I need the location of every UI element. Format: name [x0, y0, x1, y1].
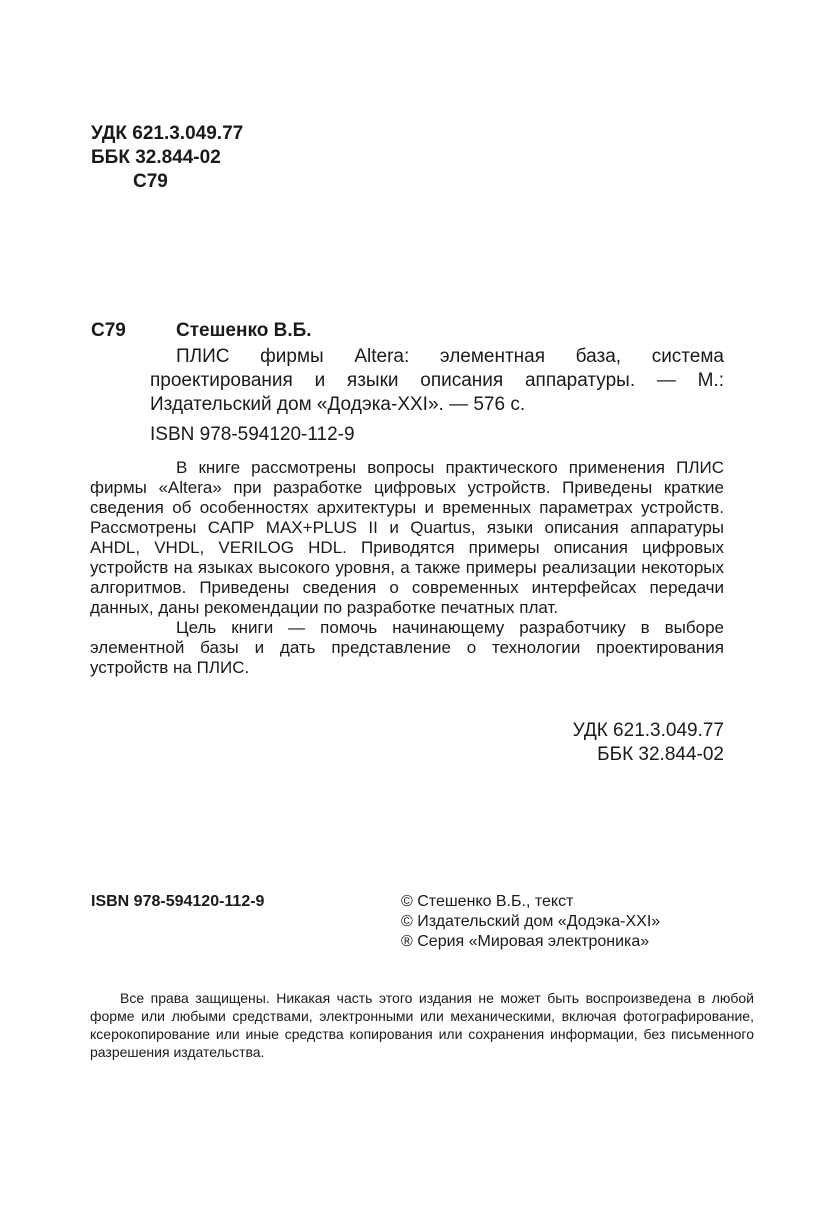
entry-author: Стешенко В.Б.	[176, 320, 312, 341]
author-mark: С79	[133, 171, 168, 192]
annotation-paragraph-1: В книге рассмотрены вопросы практического применения ПЛИС фирмы «Altera» при разработке цифровых устройств. Приведены краткие сведения об особенностях архитектуры и временных параметрах устройств. Рассмотрены САПР MAX+PLUS II и Quartus, языки описания аппаратуры AHDL, VHDL, VERILOG HDL. Приводятся примеры описания цифровых устройств на языках высокого уровня, а также примеры реализации некоторых алгоритмов. Приведены сведения о современных интерфейсах передачи данных, даны рекомендации по разработке печатных плат.	[90, 458, 724, 617]
rights-notice-text: Все права защищены. Никакая часть этого издания не может быть воспроизведена в любой форме или любыми средствами, электронными или механическими, включая фотографирование, ксерокопирование или иные средства копирования или сохранения информации, без письменного разрешения издательства.	[90, 990, 754, 1060]
bbk-code: ББК 32.844-02	[91, 147, 221, 168]
copyright-publisher: © Издательский дом «Додэка-XXI»	[401, 913, 661, 930]
classification-block-bottom	[573, 719, 724, 767]
classification-block-top	[91, 122, 243, 194]
copyright-list	[401, 892, 660, 952]
entry-author-mark: С79	[91, 320, 126, 341]
copyright-text: © Стешенко В.Б., текст	[401, 893, 574, 910]
udk-code: УДК 621.3.049.77	[91, 123, 244, 144]
entry-description	[150, 345, 724, 417]
copyright-series: ® Серия «Мировая электроника»	[401, 933, 650, 950]
imprint-isbn: ISBN 978-594120-112-9	[91, 893, 265, 910]
annotation-paragraph-2: Цель книги — помочь начинающему разработчику в выборе элементной базы и дать представление о технологии проектирования устройств на ПЛИС.	[90, 618, 724, 677]
udk-code-bottom: УДК 621.3.049.77	[572, 720, 724, 741]
bbk-code-bottom: ББК 32.844-02	[597, 744, 724, 765]
entry-isbn: ISBN 978-594120-112-9	[150, 424, 355, 445]
rights-notice	[90, 989, 754, 1061]
entry-description-text: ПЛИС фирмы Altera: элементная база, система проектирования и языки описания аппаратуры. — М.: Издательский дом «Додэка-XXI». — 576 с.	[150, 346, 724, 415]
annotation	[90, 458, 724, 678]
